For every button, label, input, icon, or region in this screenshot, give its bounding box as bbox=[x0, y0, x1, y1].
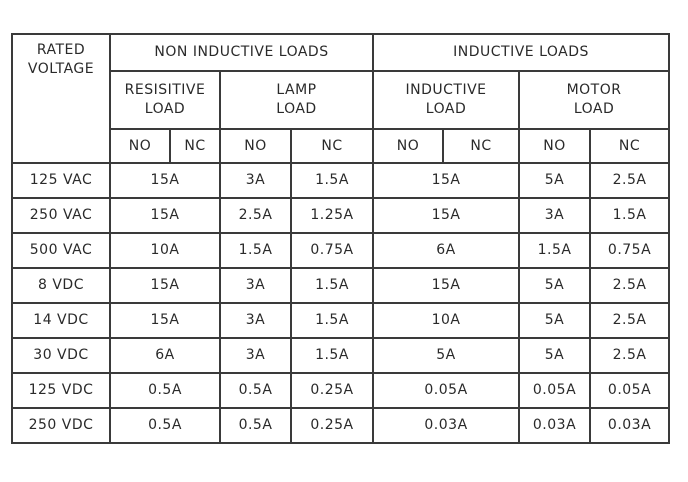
table-row bbox=[12, 408, 669, 443]
rated-voltage-cell: 125 VDC bbox=[12, 373, 110, 408]
motor-nc-header: NC bbox=[590, 129, 669, 163]
resistive-no-header: NO bbox=[110, 129, 170, 163]
motor-load-header: MOTOR LOAD bbox=[519, 71, 669, 129]
motor-nc-cell: 2.5A bbox=[590, 163, 669, 198]
table-row bbox=[12, 303, 669, 338]
motor-no-cell: 3A bbox=[519, 198, 590, 233]
table-row bbox=[12, 163, 669, 198]
lamp-nc-cell: 1.25A bbox=[291, 198, 373, 233]
lamp-nc-cell: 0.25A bbox=[291, 373, 373, 408]
lamp-no-cell: 0.5A bbox=[220, 373, 291, 408]
motor-nc-cell: 2.5A bbox=[590, 338, 669, 373]
inductive-load-cell: 0.05A bbox=[373, 373, 519, 408]
table-row bbox=[12, 198, 669, 233]
resistive-load-cell: 15A bbox=[110, 163, 220, 198]
rated-voltage-cell: 500 VAC bbox=[12, 233, 110, 268]
motor-nc-cell: 2.5A bbox=[590, 303, 669, 338]
lamp-nc-cell: 0.25A bbox=[291, 408, 373, 443]
motor-no-cell: 5A bbox=[519, 163, 590, 198]
lamp-no-cell: 0.5A bbox=[220, 408, 291, 443]
inductive-load-cell: 15A bbox=[373, 268, 519, 303]
lamp-nc-cell: 1.5A bbox=[291, 338, 373, 373]
contact-rating-table bbox=[11, 33, 670, 444]
resistive-load-cell: 15A bbox=[110, 303, 220, 338]
inductive-load-cell: 15A bbox=[373, 163, 519, 198]
inductive-load-cell: 0.03A bbox=[373, 408, 519, 443]
resistive-load-cell: 15A bbox=[110, 198, 220, 233]
motor-no-cell: 0.05A bbox=[519, 373, 590, 408]
motor-nc-cell: 1.5A bbox=[590, 198, 669, 233]
motor-no-cell: 5A bbox=[519, 268, 590, 303]
resistive-load-cell: 0.5A bbox=[110, 373, 220, 408]
resistive-load-cell: 6A bbox=[110, 338, 220, 373]
lamp-nc-cell: 1.5A bbox=[291, 268, 373, 303]
lamp-no-cell: 2.5A bbox=[220, 198, 291, 233]
resistive-load-cell: 10A bbox=[110, 233, 220, 268]
rated-voltage-cell: 250 VAC bbox=[12, 198, 110, 233]
rated-voltage-cell: 250 VDC bbox=[12, 408, 110, 443]
non-inductive-loads-header: NON INDUCTIVE LOADS bbox=[110, 34, 373, 71]
rated-voltage-header: RATED VOLTAGE bbox=[12, 34, 110, 163]
rating-table-container bbox=[11, 33, 670, 444]
motor-no-header: NO bbox=[519, 129, 590, 163]
lamp-no-cell: 1.5A bbox=[220, 233, 291, 268]
motor-nc-cell: 0.05A bbox=[590, 373, 669, 408]
motor-nc-cell: 0.03A bbox=[590, 408, 669, 443]
inductive-load-cell: 5A bbox=[373, 338, 519, 373]
inductive-load-cell: 10A bbox=[373, 303, 519, 338]
motor-nc-cell: 2.5A bbox=[590, 268, 669, 303]
inductive-no-header: NO bbox=[373, 129, 443, 163]
inductive-loads-header: INDUCTIVE LOADS bbox=[373, 34, 669, 71]
lamp-nc-cell: 1.5A bbox=[291, 163, 373, 198]
table-row bbox=[12, 268, 669, 303]
table-row bbox=[12, 338, 669, 373]
motor-no-cell: 0.03A bbox=[519, 408, 590, 443]
lamp-nc-cell: 0.75A bbox=[291, 233, 373, 268]
table-body bbox=[12, 163, 669, 443]
resistive-load-cell: 0.5A bbox=[110, 408, 220, 443]
motor-no-cell: 5A bbox=[519, 303, 590, 338]
table-row bbox=[12, 373, 669, 408]
resistive-load-header: RESISITIVE LOAD bbox=[110, 71, 220, 129]
rated-voltage-cell: 30 VDC bbox=[12, 338, 110, 373]
inductive-load-header: INDUCTIVE LOAD bbox=[373, 71, 519, 129]
inductive-load-cell: 6A bbox=[373, 233, 519, 268]
lamp-nc-header: NC bbox=[291, 129, 373, 163]
motor-no-cell: 5A bbox=[519, 338, 590, 373]
lamp-no-header: NO bbox=[220, 129, 291, 163]
rated-voltage-cell: 8 VDC bbox=[12, 268, 110, 303]
lamp-load-header: LAMP LOAD bbox=[220, 71, 373, 129]
rated-voltage-cell: 14 VDC bbox=[12, 303, 110, 338]
motor-nc-cell: 0.75A bbox=[590, 233, 669, 268]
lamp-no-cell: 3A bbox=[220, 303, 291, 338]
table-row bbox=[12, 233, 669, 268]
lamp-no-cell: 3A bbox=[220, 163, 291, 198]
inductive-load-cell: 15A bbox=[373, 198, 519, 233]
lamp-nc-cell: 1.5A bbox=[291, 303, 373, 338]
inductive-nc-header: NC bbox=[443, 129, 519, 163]
motor-no-cell: 1.5A bbox=[519, 233, 590, 268]
rated-voltage-cell: 125 VAC bbox=[12, 163, 110, 198]
resistive-load-cell: 15A bbox=[110, 268, 220, 303]
resistive-nc-header: NC bbox=[170, 129, 220, 163]
lamp-no-cell: 3A bbox=[220, 268, 291, 303]
lamp-no-cell: 3A bbox=[220, 338, 291, 373]
